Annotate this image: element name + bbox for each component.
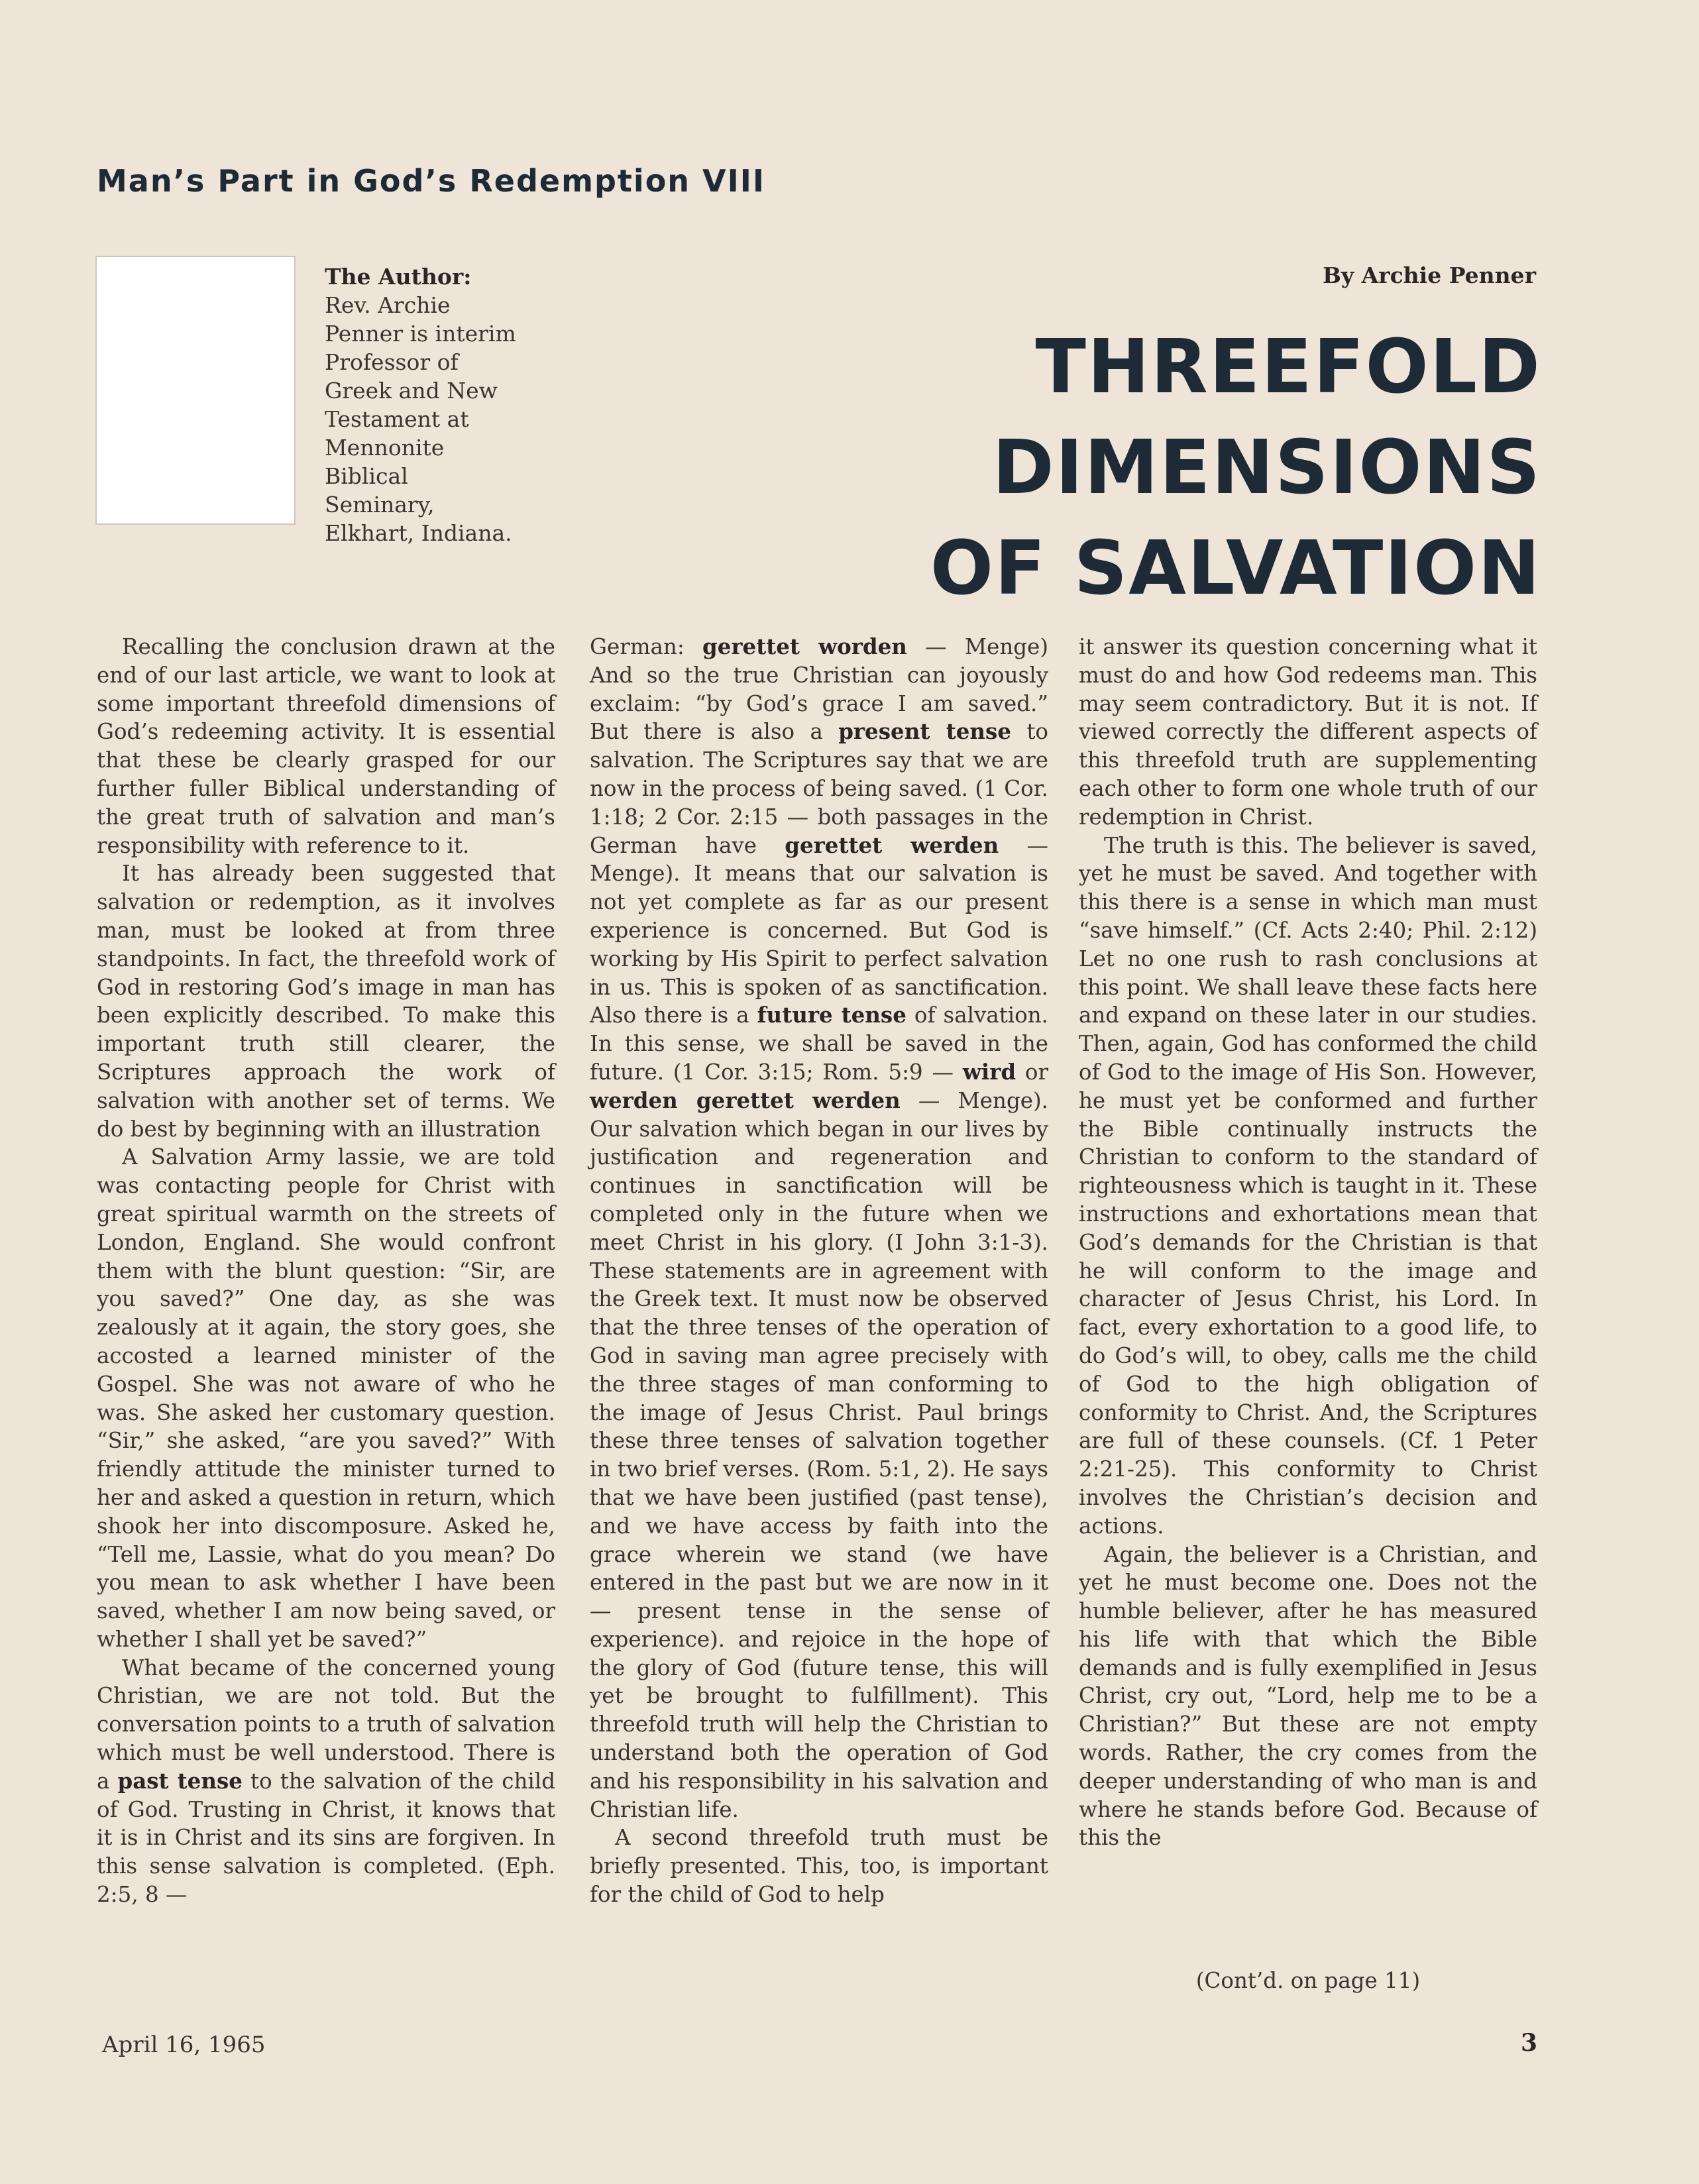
headline-line-2: DIMENSIONS bbox=[992, 425, 1541, 511]
text-run: — Menge). Our salvation which began in our lives by justification and regeneration and continues in sanctification will be completed only in the future when we meet Christ in his glory. (I John 3:1-3). These statements are in agreement with the Greek text. It must now be observed that the three tenses of the operation of God in saving man agree precisely with the three stages of man conforming to the image of Jesus Christ. Paul brings these three tenses of salvation together in two brief verses. (Rom. 5:1, 2). He says that we have been justified (past tense), and we have access by faith into the grace wherein we stand (we have entered in the past but we are now in it — present tense in the sense of experience). and rejoice in the hope of the glory of God (future tense, this will yet be brought to fulfillment). This threefold truth will help the Christian to understand both the operation of God and his responsibility in his salvation and Christian life. bbox=[590, 1087, 1048, 1822]
headline-line-1: THREEFOLD bbox=[1035, 324, 1541, 410]
page-number: 3 bbox=[1520, 2029, 1537, 2057]
paragraph bbox=[590, 633, 1048, 1824]
issue-date: April 16, 1965 bbox=[102, 2032, 266, 2058]
text-column-2 bbox=[590, 633, 1048, 1909]
emphasis-german-term: gerettet werden bbox=[785, 832, 999, 858]
text-run: to salvation. The Scriptures say that we are now in the process of being saved. (1 Cor. 1:18; 2 Cor. 2:15 — both passages in the German have bbox=[590, 719, 1048, 858]
text-run: — Menge) And so the true Christian can joyously exclaim: “by God’s grace I am saved.” But there is also a bbox=[590, 634, 1049, 745]
text-run: What became of the concerned young Christian, we are not told. But the conversation points to a truth of salvation which must be well understood. There is a bbox=[97, 1655, 555, 1794]
emphasis-german-term: werden gerettet werden bbox=[590, 1087, 901, 1113]
emphasis-past-tense: past tense bbox=[117, 1767, 243, 1794]
paragraph: Recalling the conclusion drawn at the end of our last article, we want to look at some important threefold dimensions of God’s redeeming activity. It is essential that these be clearly grasped for our further fuller Biblical understanding of the great truth of salvation and man’s responsibility with reference to it. bbox=[97, 634, 555, 858]
text-column-1 bbox=[97, 633, 555, 1909]
paragraph: A Salvation Army lassie, we are told was contacting people for Christ with great spiritual warmth on the streets of London, England. She would confront them with the blunt question: “Sir, are you saved?” One day, as she was zealously at it again, the story goes, she accosted a learned minister of the Gospel. She was not aware of who he was. She asked her customary question. “Sir,” she asked, “are you saved?” With friendly attitude the minister turned to her and asked a question in return, which shook her into discomposure. Asked he, “Tell me, Lassie, what do you mean? Do you mean to ask whether I have been saved, whether I am now being saved, or whether I shall yet be saved?” bbox=[97, 1144, 555, 1652]
text-run: German: bbox=[590, 634, 703, 659]
paragraph: A second threefold truth must be briefly presented. This, too, is important for the child of God to help bbox=[590, 1825, 1048, 1908]
emphasis-present-tense: present tense bbox=[838, 718, 1011, 745]
author-box bbox=[325, 262, 523, 547]
paragraph: Again, the believer is a Christian, and yet he must become one. Does not the humble believer, after he has measured his life with that which the Bible demands and is fully exemplified in Jesus Christ, cry out, “Lord, help me to be a Christian?” But these are not empty words. Rather, the cry comes from the deeper understanding of who man is and where he stands before God. Because of this the bbox=[1079, 1541, 1537, 1851]
emphasis-german-term: gerettet worden bbox=[702, 633, 907, 659]
article-headline bbox=[930, 317, 1541, 619]
paragraph: The truth is this. The believer is saved, yet he must be saved. And together with this there is a sense in which man must “save himself.” (Cf. Acts 2:40; Phil. 2:12) Let no one rush to rash conclusions at this point. We shall leave these facts here and expand on these later in our studies. Then, again, God has conformed the child of God to the image of His Son. However, he must yet be conformed and further the Bible continually instructs the Christian to conform to the standard of righteousness which is taught in it. These instructions and exhortations mean that God’s demands for the Christian is that he will conform to the image and character of Jesus Christ, his Lord. In fact, every exhortation to a good life, to do God’s will, to obey, calls me the child of God to the high obligation of conformity to Christ. And, the Scriptures are full of these counsels. (Cf. 1 Peter 2:21-25). This conformity to Christ involves the Christian’s decision and actions. bbox=[1079, 832, 1537, 1539]
author-label: The Author: bbox=[325, 264, 472, 290]
emphasis-future-tense: future tense bbox=[757, 1002, 906, 1028]
series-title: Man’s Part in God’s Redemption VIII bbox=[97, 163, 766, 199]
author-photo bbox=[95, 256, 296, 525]
paragraph: It has already been suggested that salvation or redemption, as it involves man, must be looked at from three standpoints. In fact, the threefold work of God in restoring God’s image in man has been explicitly described. To make this important truth still clearer, the Scriptures approach the work of salvation with another set of terms. We do best by beginning with an illustration bbox=[97, 861, 555, 1142]
byline: By Archie Penner bbox=[1323, 262, 1536, 288]
paragraph bbox=[97, 1654, 555, 1909]
headline-line-3: OF SALVATION bbox=[930, 525, 1541, 612]
paragraph: it answer its question concerning what it must do and how God redeems man. This may seem contradictory. But it is not. If viewed correctly the different aspects of this threefold truth are supplementing each other to form one whole truth of our redemption in Christ. bbox=[1079, 634, 1537, 830]
text-column-3 bbox=[1079, 633, 1537, 1852]
text-run: — Menge). It means that our salvation is not yet complete as far as our present experience is concerned. But God is working by His Spirit to perfect salvation in us. This is spoken of as sanctification. Also there is a bbox=[590, 832, 1048, 1028]
text-run: of salvation. In this sense, we shall be saved in the future. (1 Cor. 3:15; Rom. 5:9 — bbox=[590, 1003, 1048, 1085]
text-run: to the salvation of the child of God. Trusting in Christ, it knows that it is in Christ and its sins are forgiven. In this sense salvation is completed. (Eph. 2:5, 8 — bbox=[97, 1768, 555, 1908]
emphasis-german-term: wird bbox=[962, 1058, 1016, 1085]
continuation-note: (Cont’d. on page 11) bbox=[1195, 1968, 1421, 1993]
text-run: or bbox=[1016, 1059, 1048, 1085]
author-bio: Rev. Archie Penner is interim Professor of Greek and New Testament at Mennonite Biblical Seminary, Elkhart, Indiana. bbox=[325, 292, 516, 546]
